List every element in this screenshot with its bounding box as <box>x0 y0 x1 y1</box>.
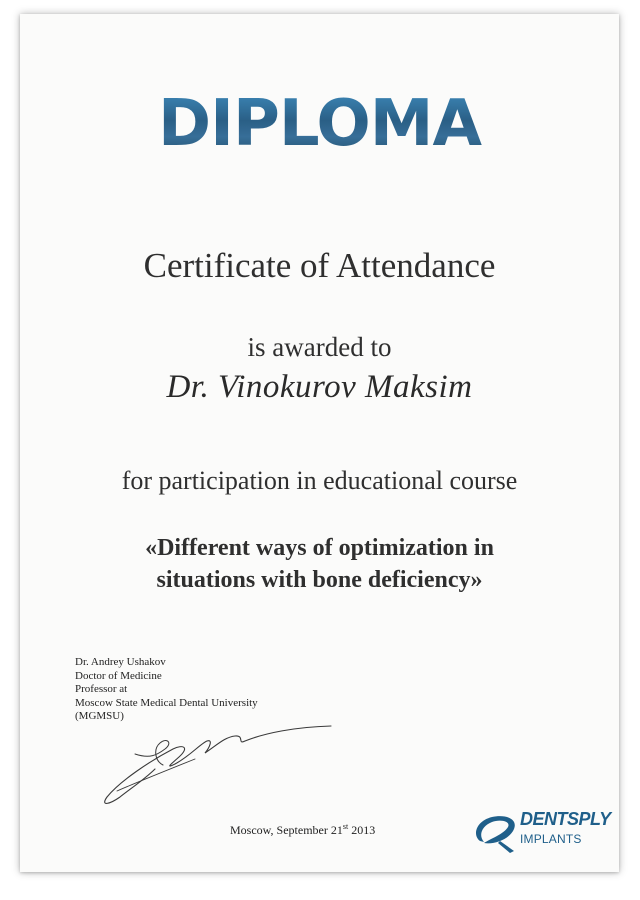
certificate-subtitle: Certificate of Attendance <box>143 246 496 285</box>
signer-position: Professor at <box>75 683 128 695</box>
course-title-line-1: «Different ways of optimization in <box>145 535 494 561</box>
date-ordinal: st <box>342 822 349 831</box>
signer-degree: Doctor of Medicine <box>75 669 162 682</box>
course-title <box>20 532 619 596</box>
course-title-line-2: situations with bone deficiency» <box>156 567 483 593</box>
date-year: 2013 <box>351 823 376 837</box>
dentsply-logo-mark-icon <box>470 809 520 854</box>
logo-word-implants: IMPLANTS <box>520 832 582 846</box>
logo-word-dentsply: DENTSPLY <box>520 809 611 829</box>
signer-institution: Moscow State Medical Dental University <box>75 696 258 709</box>
certificate-sheet <box>20 14 619 872</box>
dentsply-logo <box>470 804 611 864</box>
signature <box>95 709 335 814</box>
place-date-text: Moscow, September 21 <box>230 823 343 837</box>
diploma-title: DIPLOMA <box>20 92 619 156</box>
signer-abbreviation: (MGMSU) <box>75 710 124 722</box>
participation-text: for participation in educational course <box>121 466 518 495</box>
place-date <box>230 822 375 838</box>
signer-name: Dr. Andrey Ushakov <box>75 656 166 668</box>
awarded-text: is awarded to <box>247 332 392 362</box>
recipient-name: Dr. Vinokurov Maksim <box>166 369 473 405</box>
